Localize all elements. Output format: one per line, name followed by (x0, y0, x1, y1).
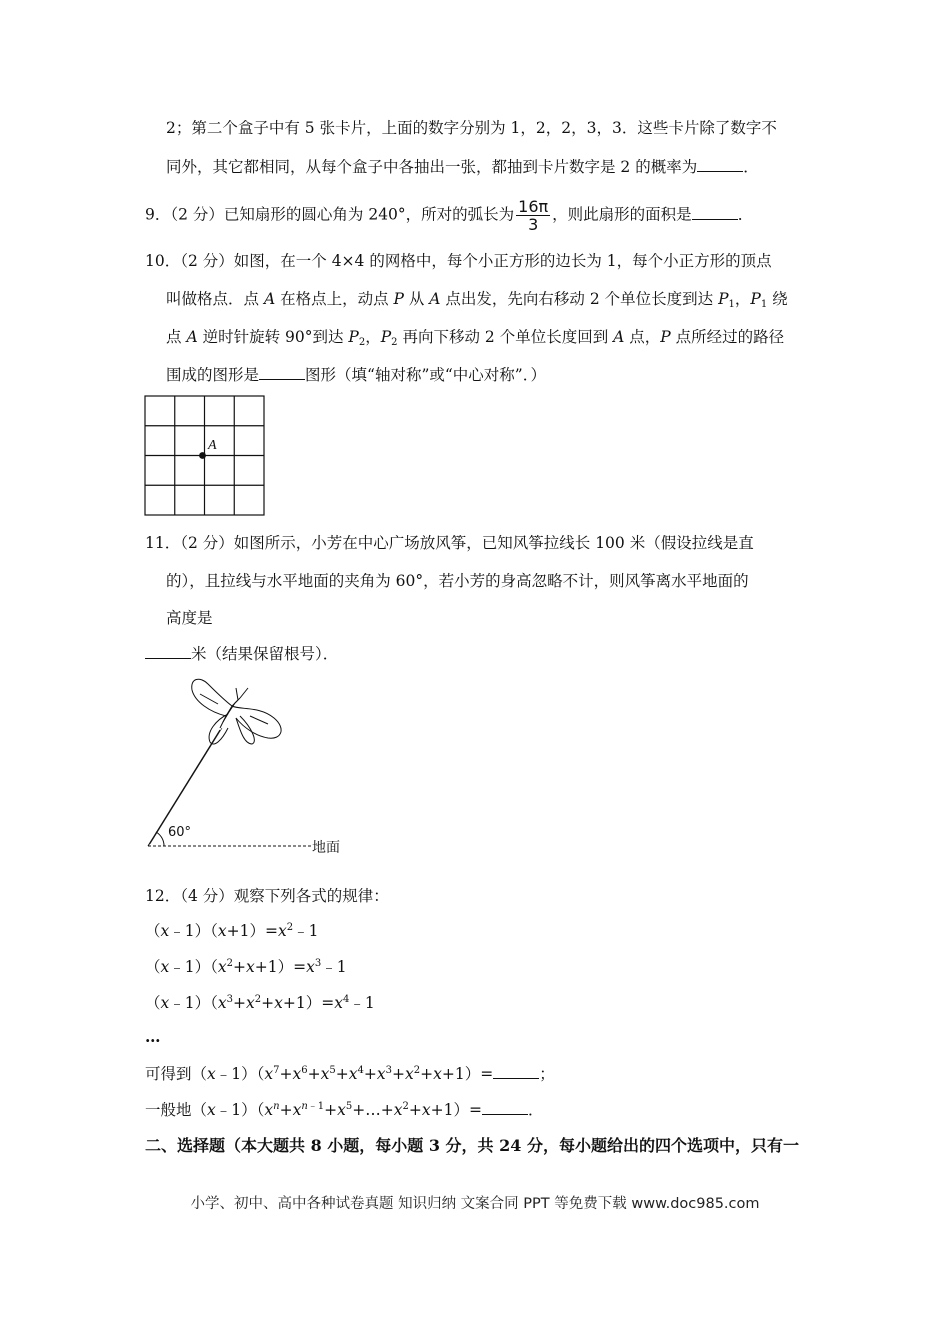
arc-length-fraction (516, 198, 550, 233)
q11-line-1: 11．（2 分）如图所示，小芳在中心广场放风筝，已知风筝拉线长 100 米（假设拉线是直 (145, 534, 754, 552)
q12-derive-end: ； (539, 1065, 555, 1083)
q8-line-1: 2；第二个盒子中有 5 张卡片，上面的数字分别为 1，2，2，3，3．这些卡片除了数字不 (166, 119, 777, 137)
point-a-dot (199, 452, 206, 459)
q8-line-2 (166, 156, 759, 178)
ground-label: 地面 (312, 840, 340, 856)
angle-arc (156, 832, 164, 846)
q9-text-a: 9．（2 分）已知扇形的圆心角为 240°，所对的弧长为 (145, 205, 515, 224)
answer-blank (697, 157, 743, 172)
answer-blank (145, 644, 191, 659)
angle-label: 60° (168, 825, 192, 840)
q12-eq-3: $(x﹣1)(x^3+x^2+x+1)=x^4﹣1$ (145, 994, 375, 1012)
q11-line-4-text: 米（结果保留根号）． (191, 645, 339, 663)
page-footer: 小学、初中、高中各种试卷真题 知识归纳 文案合同 PPT 等免费下载 www.doc985.com (190, 1196, 760, 1212)
answer-blank (493, 1064, 539, 1079)
q11-line-2: 的），且拉线与水平地面的夹角为 60°，若小芳的身高忽略不计，则风筝离水平地面的 (166, 572, 749, 590)
q12-general: 一般地$(x﹣1)(x^n+x^{n﹣1}+x^5+\dots+x^2+x+1)=$ ． (145, 1101, 544, 1119)
q12-line-1: 12．（4 分）观察下列各式的规律： (145, 887, 389, 905)
q9-line (145, 198, 753, 233)
answer-blank (482, 1100, 528, 1115)
q10-line-1: 10．（2 分）如图，在一个 4×4 的网格中，每个小正方形的边长为 1，每个小正方形的顶点 (145, 252, 772, 270)
q9-text-c: ． (737, 205, 754, 224)
q10-line-4-a: 围成的图形是 (166, 366, 260, 384)
fraction-numerator: 16π (518, 197, 549, 216)
q10-line-4-b: 图形（填“轴对称”或“中心对称”．） (305, 366, 546, 384)
grid-figure (144, 395, 266, 517)
answer-blank (692, 205, 738, 220)
q11-line-4 (145, 643, 338, 665)
q8-line-2-text: 同外，其它都相同，从每个盒子中各抽出一张，都抽到卡片数字是 2 的概率为 (166, 158, 698, 176)
point-a-label: A (208, 438, 217, 453)
q12-eq-2: $(x﹣1)(x^2+x+1)=x^3﹣1$ (145, 958, 347, 976)
butterfly-kite-icon (192, 679, 281, 744)
section-2-heading: 二、选择题（本大题共 8 小题，每小题 3 分，共 24 分，每小题给出的四个选项中，只有一 (145, 1136, 799, 1155)
kite-figure (140, 672, 360, 862)
q12-derive: 可得到$(x﹣1)(x^7+x^6+x^5+x^4+x^3+x^2+x+1)=$ ； (145, 1065, 555, 1083)
q9-text-b: ，则此扇形的面积是 (552, 205, 692, 224)
q10-line-4 (166, 364, 546, 386)
q10-line-3: 点 A 逆时针旋转 90°到达 $P_2$，$P_2$ 再向下移动 2 个单位长度回到 A 点，P 点所经过的路径 (166, 328, 785, 348)
answer-blank (259, 365, 305, 380)
fraction-denominator: 3 (528, 215, 539, 234)
q12-eq-1: $(x﹣1)(x+1)=x^2﹣1$ (145, 922, 319, 940)
q12-general-end: ． (528, 1101, 544, 1119)
q12-ellipsis: … (145, 1027, 161, 1046)
q11-line-3: 高度是 (166, 609, 213, 627)
q10-line-2: 叫做格点．点 A 在格点上，动点 P 从 A 点出发，先向右移动 2 个单位长度到达 $P_1$，$P_1$ 绕 (166, 290, 788, 310)
q8-line-2-end: ． (743, 158, 759, 176)
